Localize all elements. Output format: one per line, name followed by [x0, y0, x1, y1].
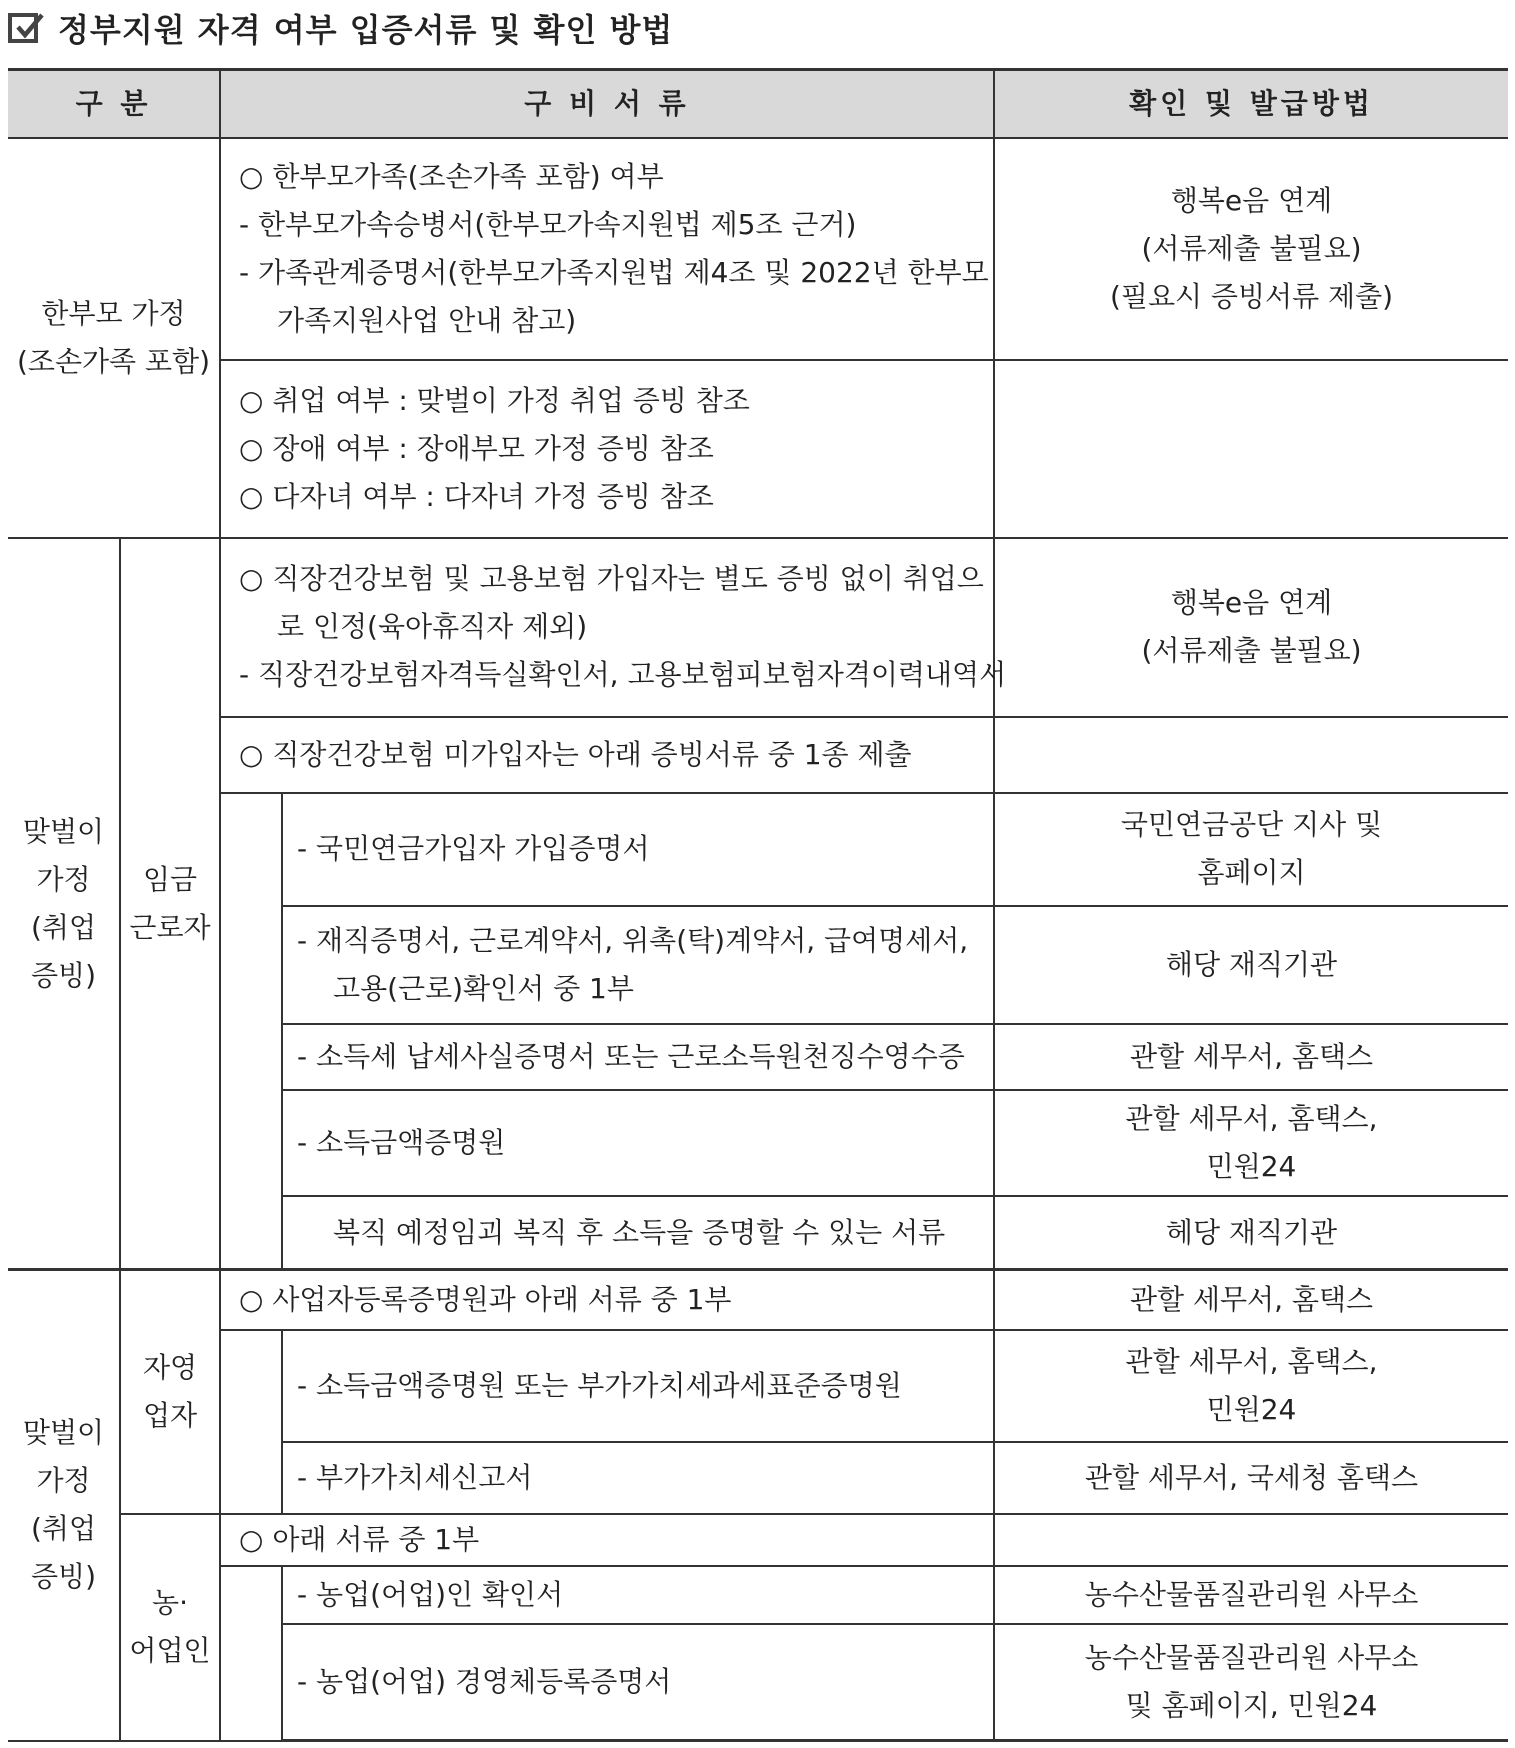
indent-spacer — [220, 1566, 282, 1740]
section-title — [8, 6, 673, 50]
empty-method-cell — [994, 1514, 1508, 1566]
header-row — [8, 70, 1508, 139]
list-item: - 소득세 납세사실증명서 또는 근로소득원천징수영수증 — [282, 1024, 994, 1090]
list-item-method: 관할 세무서, 국세청 홈택스 — [994, 1442, 1508, 1514]
table-row — [8, 538, 1508, 716]
single-parent-category: 한부모 가정 (조손가족 포함) — [8, 138, 220, 538]
single-parent-other-docs: ○ 취업 여부 : 맞벌이 가정 취업 증빙 참조 ○ 장애 여부 : 장애부모 가정 증빙 참조 ○ 다자녀 여부 : 다자녀 가정 증빙 참조 — [220, 360, 994, 538]
empty-method-cell — [994, 717, 1508, 793]
single-parent-method: 행복e음 연계 (서류제출 불필요) (필요시 증빙서류 제출) — [994, 138, 1508, 360]
list-item: - 농업(어업)인 확인서 — [282, 1566, 994, 1624]
list-item-method: 농수산물품질관리원 사무소 및 홈페이지, 민원24 — [994, 1624, 1508, 1740]
list-item-method: 관할 세무서, 홈택스, 민원24 — [994, 1090, 1508, 1196]
list-item: - 농업(어업) 경영체등록증명서 — [282, 1624, 994, 1740]
list-item-method: 관할 세무서, 홈택스, 민원24 — [994, 1330, 1508, 1442]
self-employed-subcategory: 자영 업자 — [120, 1270, 220, 1514]
list-item: - 재직증명서, 근로계약서, 위촉(탁)계약서, 급여명세서, 고용(근로)확인서 중 1부 — [282, 906, 994, 1024]
documents-table — [8, 68, 1508, 1742]
list-item-method: 관할 세무서, 홈택스 — [994, 1024, 1508, 1090]
list-item-method: 해당 재직기관 — [994, 906, 1508, 1024]
list-item: - 소득금액증명원 — [282, 1090, 994, 1196]
farmer-head-docs: ○ 아래 서류 중 1부 — [220, 1514, 994, 1566]
header-documents: 구 비 서 류 — [220, 70, 994, 139]
self-employed-head-docs: ○ 사업자등록증명원과 아래 서류 중 1부 — [220, 1270, 994, 1330]
list-item-method: 농수산물품질관리원 사무소 — [994, 1566, 1508, 1624]
list-item-method: 국민연금공단 지사 및 홈페이지 — [994, 793, 1508, 906]
table-row — [8, 793, 1508, 906]
list-item-method: 헤당 재직기관 — [994, 1196, 1508, 1270]
indent-spacer — [220, 793, 282, 1270]
header-method: 확인 및 발급방법 — [994, 70, 1508, 139]
wage-uninsured-docs: ○ 직장건강보험 미가입자는 아래 증빙서류 중 1종 제출 — [220, 717, 994, 793]
table-row — [8, 360, 1508, 538]
table-row — [8, 1566, 1508, 1624]
dual-self-category: 맞벌이 가정 (취업 증빙) — [8, 1270, 120, 1741]
wage-insured-method: 행복e음 연계 (서류제출 불필요) — [994, 538, 1508, 716]
dual-wage-category: 맞벌이 가정 (취업 증빙) — [8, 538, 120, 1270]
table-row — [8, 1270, 1508, 1330]
wage-earner-subcategory: 임금 근로자 — [120, 538, 220, 1270]
checkbox-icon — [8, 13, 38, 43]
self-employed-head-method: 관할 세무서, 홈택스 — [994, 1270, 1508, 1330]
list-item: - 소득금액증명원 또는 부가가치세과세표준증명원 — [282, 1330, 994, 1442]
table-row — [8, 1514, 1508, 1566]
indent-spacer — [220, 1330, 282, 1514]
table-row — [8, 1330, 1508, 1442]
title-text: 정부지원 자격 여부 입증서류 및 확인 방법 — [58, 11, 674, 49]
farmer-subcategory: 농· 어업인 — [120, 1514, 220, 1740]
table-row — [8, 138, 1508, 360]
list-item: - 국민연금가입자 가입증명서 — [282, 793, 994, 906]
empty-method-cell — [994, 360, 1508, 538]
table-row — [8, 717, 1508, 793]
wage-insured-docs: ○ 직장건강보험 및 고용보험 가입자는 별도 증빙 없이 취업으 로 인정(육아휴직자 제외) - 직장건강보험자격득실확인서, 고용보험피보험자격이력내역서 — [220, 538, 994, 716]
header-category: 구 분 — [8, 70, 220, 139]
single-parent-docs: ○ 한부모가족(조손가족 포함) 여부 - 한부모가속승병서(한부모가속지원법 제5조 근거) - 가족관계증명서(한부모가족지원법 제4조 및 2022년 한부모 가족지원사업 안내 참고) — [220, 138, 994, 360]
list-item: - 부가가치세신고서 — [282, 1442, 994, 1514]
list-item: 복직 예정임괴 복직 후 소득을 증명할 수 있는 서류 — [282, 1196, 994, 1270]
